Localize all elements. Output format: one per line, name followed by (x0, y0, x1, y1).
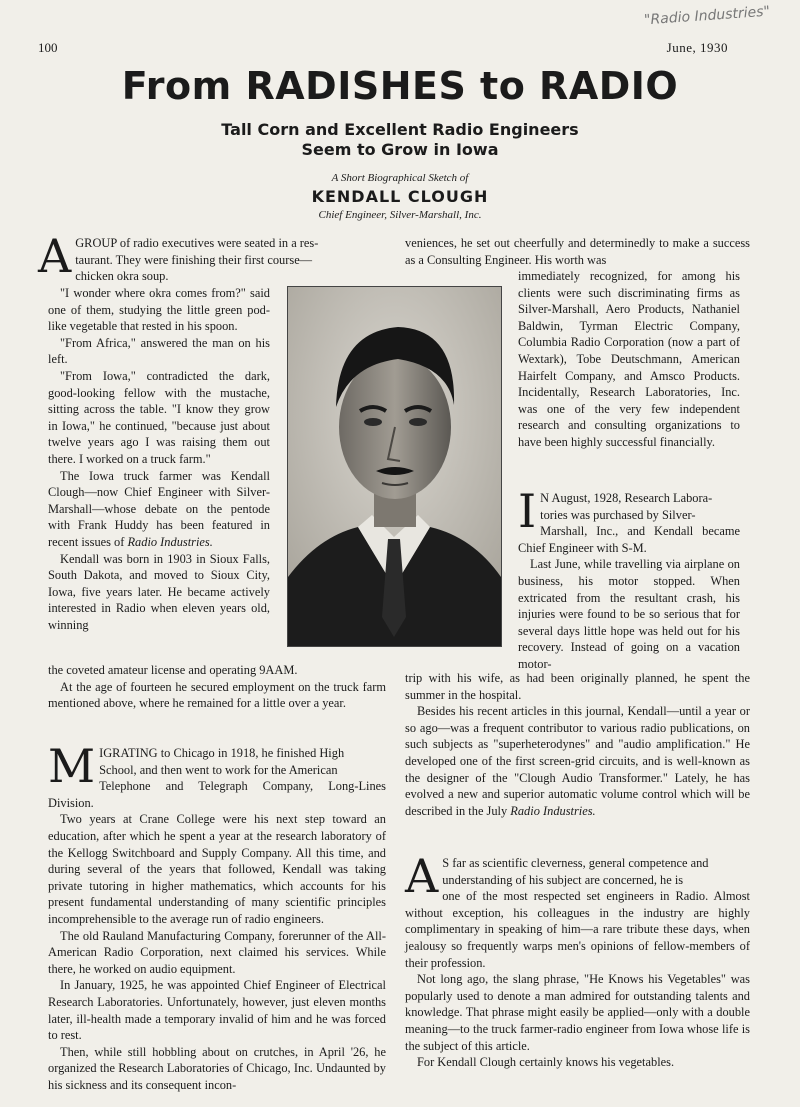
para-line: School, and then went to work for the American (99, 762, 338, 777)
paragraph: the coveted amateur license and operating 9AAM. (48, 663, 298, 677)
col2-section2 (518, 484, 740, 673)
paragraph: immediately recognized, for among his clients were such discriminating firms as Silver-Marshall, Aero Products, Nathaniel Baldwin, Tyrman Electric Company, Columbia Radio Corporation (now a part of Wextark), Tobe Deutschmann, American Hairfelt Company, and Amsco Products. Incidentally, Research Laboratories, Inc. was one of the very few independent research and consulting organizations to have been highly successful financially. (518, 269, 740, 449)
portrait-image (288, 287, 501, 646)
paragraph: The old Rauland Manufacturing Company, forerunner of the All-American Radio Corporation, next claimed his services. While there, he worked on audio equipment. (48, 928, 386, 976)
paragraph: Kendall was born in 1903 in Sioux Falls, South Dakota, and moved to Sioux City, Iowa, five years later. He became actively interested in Radio when eleven years old, winning (48, 551, 270, 632)
paragraph-text: The Iowa truck farmer was Kendall Clough—now Chief Engineer with Silver-Marshall—whose debate on the pentode with Frank Huddy has been featured in recent issues of (48, 468, 270, 549)
article-subtitle (0, 120, 800, 160)
paragraph (48, 468, 270, 551)
para-line: tories was purchased by Silver- (540, 507, 696, 522)
col1-narrow-section (48, 285, 270, 633)
paragraph: Telephone and Telegraph Company, Long-Lines Division. (48, 779, 386, 810)
handwritten-annotation: "Radio Industries" (643, 3, 771, 29)
paragraph: For Kendall Clough certainly knows his vegetables. (417, 1055, 675, 1070)
issue-date: June, 1930 (666, 40, 728, 55)
paragraph-text: Besides his recent articles in this journal, Kendall—until a year or so ago—was a frequent contributor to various radio publications, on such subjects as "superheterodynes" and "audio amplification." He developed one of the first screen-grid circuits, and is well-known as the designer of the "Clough Audio Transformer." Lately, he has evolved a new and superior automatic volume control which will be described in the July (405, 704, 750, 818)
byline-role: Chief Engineer, Silver-Marshall, Inc. (318, 209, 482, 221)
para-line: N August, 1928, Research Labora- (540, 491, 713, 505)
para-line: GROUP of radio executives were seated in a res- (75, 236, 319, 250)
article-title: From RADISHES to RADIO (121, 64, 679, 108)
col1-section2 (48, 739, 386, 1093)
byline-intro: A Short Biographical Sketch of (331, 172, 469, 184)
para-line: IGRATING to Chicago in 1918, he finished High (99, 746, 345, 760)
col2-wide-section (405, 670, 750, 819)
paragraph: "I wonder where okra comes from?" said one of them, studying the little green pod-like vegetable that rested in his spoon. (48, 286, 270, 334)
paragraph (405, 703, 750, 819)
page-number: 100 (38, 40, 58, 55)
col2-top (405, 235, 750, 268)
paragraph: one of the most respected set engineers in Radio. Almost without exception, his colleagues in the industry are highly complimentary in speaking of him—a rare tribute these days, when jealousy so frequently warps men's opinions of fellow-members of their profession. (405, 889, 750, 970)
paragraph: veniences, he set out cheerfully and determinedly to make a success as a Consulting Engineer. His worth was (405, 236, 750, 267)
journal-name: Radio Industries. (510, 803, 596, 818)
drop-cap: M (48, 739, 96, 793)
paragraph: Then, while still hobbling about on crutches, in April '26, he organized the Research Laboratories of Chicago, Inc. Undaunted by his sickness and its consequent incon- (48, 1044, 386, 1092)
para-line: taurant. They were finishing their first course— (75, 252, 313, 267)
byline-name: KENDALL CLOUGH (311, 187, 489, 206)
subtitle-line-2: Seem to Grow in Iowa (301, 140, 499, 159)
para-line: chicken okra soup. (75, 269, 169, 284)
drop-cap: I (518, 484, 537, 538)
drop-cap: A (405, 849, 439, 903)
paragraph: trip with his wife, as had been originally planned, he spent the summer in the hospital. (405, 671, 750, 702)
paragraph: Two years at Crane College were his next step toward an education, after which he spent a year at the research laboratory of the Kellogg Switchboard and Supply Company. All this time, and during several of the years that followed, Kendall was taking private tutoring in higher mathematics, which accounts for his present fundamental understanding of many scientific principles incomprehensible to the average run of radio engineers. (48, 812, 386, 926)
paragraph: "From Africa," answered the man on his left. (48, 335, 270, 367)
col1-wide-section (48, 662, 386, 712)
paragraph: At the age of fourteen he secured employment on the truck farm mentioned above, where he remained for a little over a year. (48, 679, 386, 711)
paragraph: "From Iowa," contradicted the dark, good-looking fellow with the mustache, sitting across the table. "I know they grow in Iowa," he continued, "because just about twelve years ago I was raising them out there. I worked on a truck farm." (48, 368, 270, 466)
portrait-photo (287, 286, 502, 647)
subtitle-line-1: Tall Corn and Excellent Radio Engineers (221, 120, 579, 139)
paragraph: In January, 1925, he was appointed Chief Engineer of Electrical Research Laboratories. Unfortunately, however, just eleven months later, ill-health made a temporary invalid of him and he was forced to rest. (48, 978, 386, 1043)
col2-section3 (405, 849, 750, 1071)
journal-name: Radio Industries. (127, 534, 213, 549)
paragraph: Not long ago, the slang phrase, "He Knows his Vegetables" was popularly used to denote a man admired for outstanding talents and knowledge. That phrase might easily be applied—only with a double meaning—to the truck farmer-radio engineer from Iowa whose life is the subject of this article. (405, 972, 750, 1053)
para-line: S far as scientific cleverness, general competence and (442, 856, 709, 870)
drop-cap: A (38, 229, 72, 283)
paragraph: Marshall, Inc., and Kendall became Chief Engineer with S-M. (518, 524, 740, 555)
para-line: understanding of his subject are concerned, he is (442, 872, 684, 887)
paragraph: Last June, while travelling via airplane on business, his motor stopped. When extricated from the resultant crash, his injuries were found to be so serious that for several days little hope was held out for his recovery. Instead of going on a vacation motor- (518, 557, 740, 671)
col1-para1 (38, 229, 396, 285)
col2-narrow-section (518, 268, 740, 451)
